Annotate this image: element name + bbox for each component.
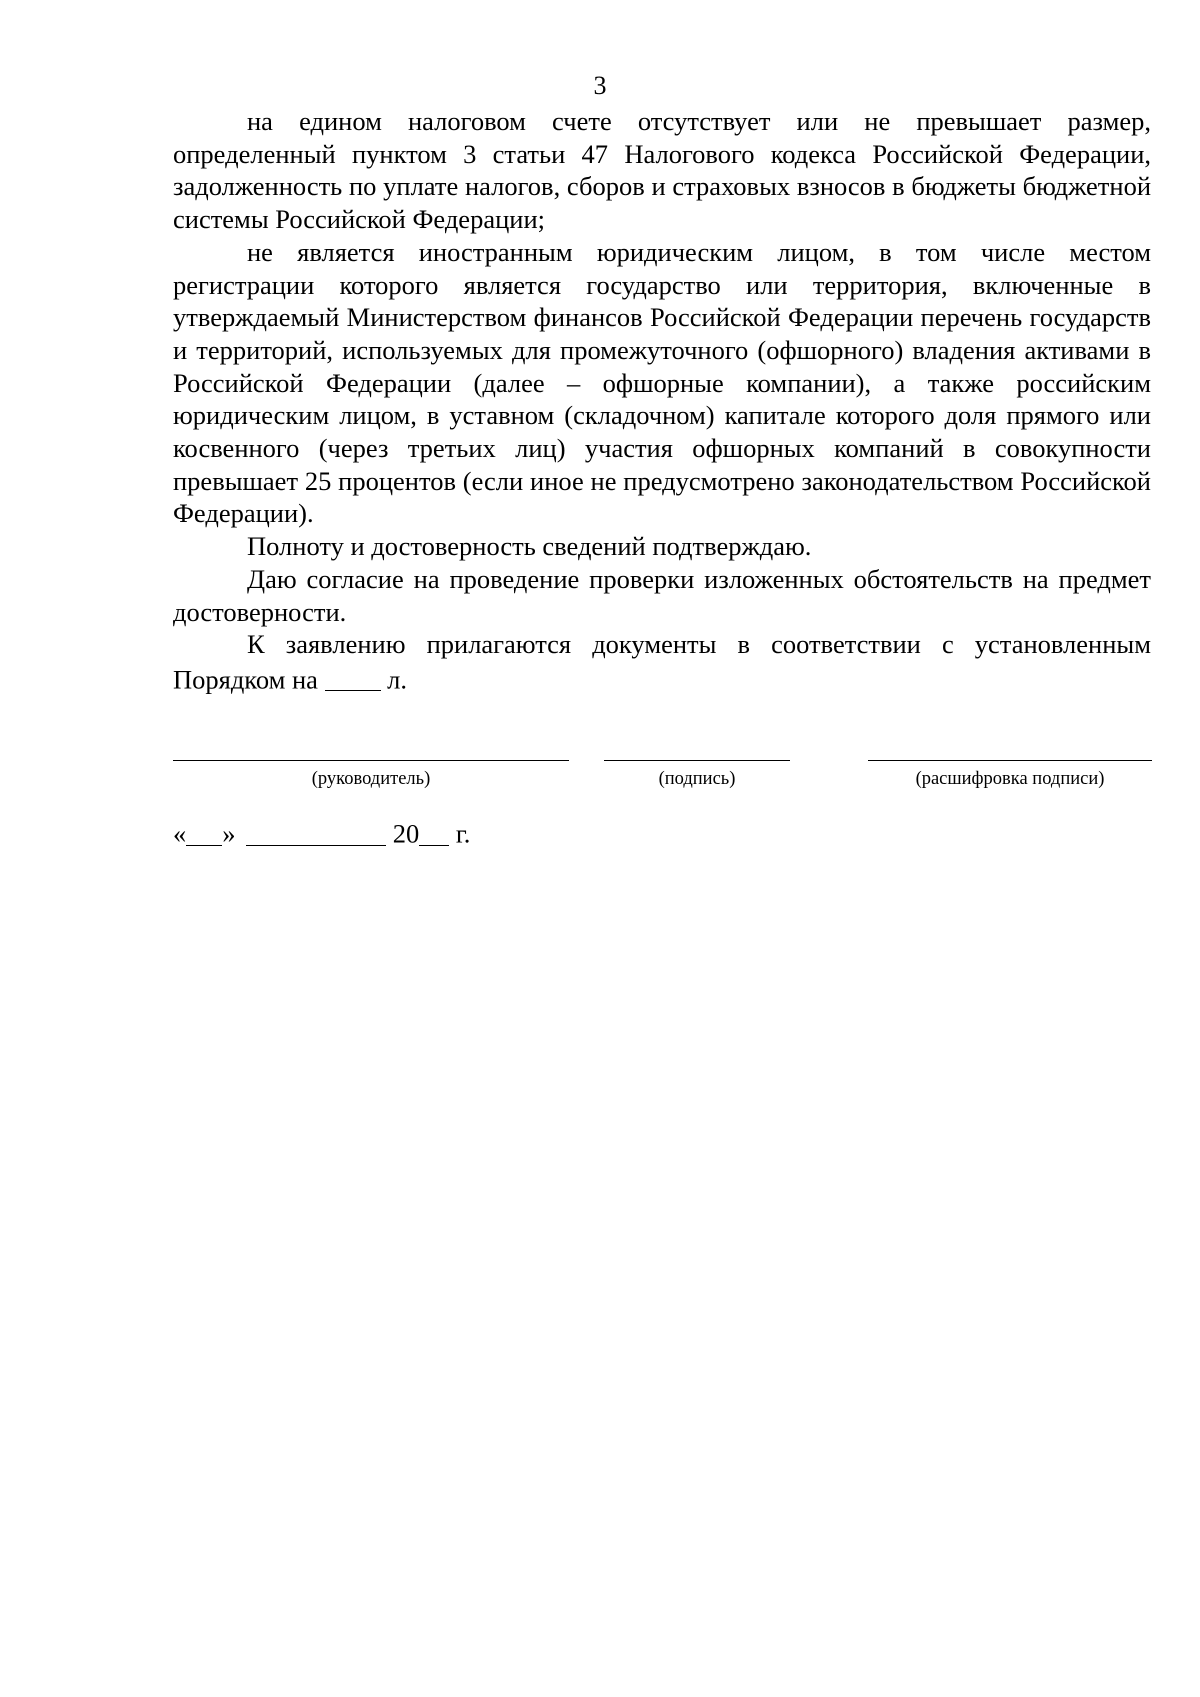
sheet-count-field[interactable] [325,664,381,692]
document-body [173,105,1151,696]
signature-caption: (подпись) [658,769,736,789]
date-close-quote: » [222,818,236,849]
paragraph-attachments [173,628,1151,696]
paragraph-tax-debt: на едином налоговом счете отсутствует или не превышает размер, определенный пунктом 3 статьи 47 Налогового кодекса Российской Федерации, задолженность по уплате налогов, сборов и страховых взносов в бюджеты бюджетной системы Российской Федерации; [173,106,1151,235]
signature-field [604,760,790,791]
year-prefix: 20 [392,818,420,849]
date-line [173,815,470,850]
signature-decoding-line[interactable] [868,760,1152,761]
page-number: 3 [593,71,607,100]
date-open-quote: « [173,818,187,849]
day-field[interactable] [186,818,222,846]
signature-decoding-caption: (расшифровка подписи) [915,769,1105,789]
year-suffix: г. [455,818,471,849]
paragraph-consent: Даю согласие на проведение проверки изложенных обстоятельств на предмет достоверности. [173,563,1151,627]
head-position-line[interactable] [173,760,569,761]
attachments-text: К заявлению прилагаются документы в соответствии с установленным Порядком на [173,629,1151,695]
signature-decoding-field [868,760,1152,791]
attachments-unit: л. [387,664,408,695]
month-field[interactable] [246,818,386,846]
head-position-caption: (руководитель) [311,769,431,789]
signature-line[interactable] [604,760,790,761]
year-field[interactable] [419,818,449,846]
paragraph-confirmation: Полноту и достоверность сведений подтверждаю. [247,531,812,562]
paragraph-offshore: не является иностранным юридическим лицом, в том числе местом регистрации которого является государство или территория, включенные в утверждаемый Министерством финансов Российской Федерации перечень государств и территорий, используемых для промежуточного (офшорного) владения активами в Российской Федерации (далее – офшорные компании), а также российским юридическим лицом, в уставном (складочном) капитале которого доля прямого или косвенного (через третьих лиц) участия офшорных компаний в совокупности превышает 25 процентов (если иное не предусмотрено законодательством Российской Федерации). [173,236,1151,529]
head-position-field [173,760,569,791]
